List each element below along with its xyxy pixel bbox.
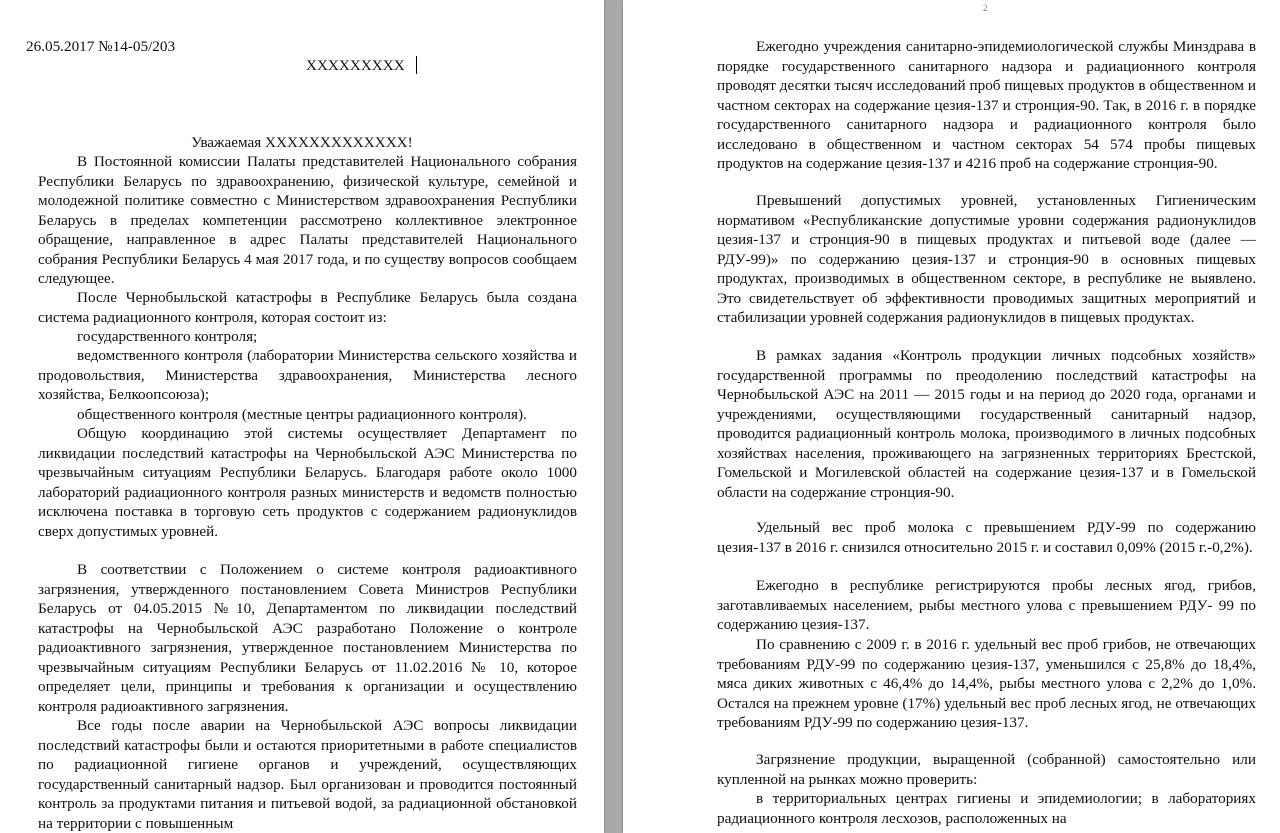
list-item[interactable]: общественного контроля (местные центры радиационного контроля).: [77, 406, 527, 423]
paragraph[interactable]: Ежегодно учреждения санитарно-эпидемиологической службы Минздрава в порядке государственного санитарного надзора и радиационного контроля проводят десятки тысяч исследований проб пищевых продуктов в общественном и частном секторах на содержание цезия-137 и стронция-90. Так, в 2016 г. в порядке государственного санитарного надзора и радиационного контроля было исследовано в общественном и частном секторах 54 574 пробы пищевых продуктов на содержание цезия-137 и 4216 проб на содержание стронция-90.: [717, 38, 1256, 172]
paragraph[interactable]: Загрязнение продукции, выращенной (собранной) самостоятельно или купленной на рынках можно проверить:: [717, 751, 1256, 788]
document-page-2: [623, 0, 1280, 833]
paragraph[interactable]: Удельный вес проб молока с превышением РДУ-99 по содержанию цезия-137 в 2016 г. снизился относительно 2015 г. и составил 0,09% (2015 г.-0,2%).: [717, 519, 1256, 556]
list-item[interactable]: государственного контроля;: [77, 328, 258, 345]
paragraph[interactable]: Ежегодно в республике регистрируются пробы лесных ягод, грибов, заготавливаемых населением, рыбы местного улова с превышением РДУ- 99 по содержанию цезия-137.: [717, 577, 1256, 633]
paragraph[interactable]: В соответствии с Положением о системе контроля радиоактивного загрязнения, утвержденного постановлением Совета Министров Республики Беларусь от 04.05.2015 №10, Департаментом по ликвидации последствий катастрофы на Чернобыльской АЭС разработано Положение о контроле радиоактивного загрязнения, утвержденное постановлением Министерства по чрезвычайным ситуациям Республики Беларусь от 11.02.2016 № 10, которое определяет цели, принципы и требования к организации и осуществлению контроля радиоактивного загрязнения.: [38, 561, 577, 715]
paragraph[interactable]: После Чернобыльской катастрофы в Республике Беларусь была создана система радиационного контроля, которая состоит из:: [38, 289, 577, 326]
paragraph[interactable]: В рамках задания «Контроль продукции личных подсобных хозяйств» государственной программы по преодолению последствий катастрофы на Чернобыльской АЭС на 2011 — 2015 годы и на период до 2020 года, органами и учреждениями, осуществляющими государственный санитарный надзор, проводится радиационный контроль молока, производимого в личных подсобных хозяйствах населения, проживающего на загрязненных территориях Брестской, Гомельской и Могилевской областей на содержание цезия-137 и в Гомельской области на содержание стронция-90.: [717, 347, 1256, 501]
page-number: 2: [983, 3, 988, 13]
document-page-1: [0, 0, 604, 833]
paragraph[interactable]: В Постоянной комиссии Палаты представителей Национального собрания Республики Беларусь по здравоохранению, физической культуре, семейной и молодежной политике совместно с Министерством здравоохранения Республики Беларусь в пределах компетенции рассмотрено коллективное электронное обращение, направленное в адрес Палаты представителей Национального собрания Республики Беларусь 4 мая 2017 года, и по существу вопросов сообщаем следующее.: [38, 153, 577, 287]
paragraph[interactable]: Общую координацию этой системы осуществляет Департамент по ликвидации последствий катастрофы на Чернобыльской АЭС Министерства по чрезвычайным ситуациям Республики Беларусь. Благодаря работе около 1000 лабораторий радиационного контроля разных министерств и ведомств полностью исключена поставка в торговую сеть продуктов с содержанием радионуклидов сверх допустимых уровней.: [38, 425, 577, 540]
paragraph[interactable]: Все годы после аварии на Чернобыльской АЭС вопросы ликвидации последствий катастрофы были и остаются приоритетными в работе специалистов по радиационной гигиене органов и учреждений, осуществляющих государственный санитарный надзор. Был организован и проводится постоянный контроль за продуктами питания и питьевой водой, за радиационной обстановкой на территории с повышенным: [38, 717, 577, 832]
paragraph[interactable]: По сравнению с 2009 г. в 2016 г. удельный вес проб грибов, не отвечающих требованиям РДУ-99 по содержанию цезия-137, уменьшился с 25,8% до 18,4%, мяса диких животных с 46,4% до 14,4%, рыбы местного улова с 2,2% до 1,0%. Остался на прежнем уровне (17%) удельный вес проб лесных ягод, не отвечающих требованиям РДУ-99 по содержанию цезия-137.: [717, 636, 1256, 731]
list-item[interactable]: ведомственного контроля (лаборатории Министерства сельского хозяйства и продовольствия, Министерства здравоохранения, Министерства лесного хозяйства, Белкоопсоюза);: [38, 347, 577, 403]
document-date-number: 26.05.2017 №14-05/203: [26, 38, 176, 55]
text-cursor: [416, 56, 417, 74]
salutation[interactable]: Уважаемая XXXXXXXXXXXXX!: [191, 134, 413, 151]
paragraph[interactable]: в территориальных центрах гигиены и эпидемиологии; в лабораториях радиационного контроля лесхозов, расположенных на: [717, 790, 1256, 827]
paragraph[interactable]: Превышений допустимых уровней, установленных Гигиеническим нормативом «Республиканские допустимые уровни содержания радионуклидов цезия-137 и стронция-90 в пищевых продуктах и питьевой воде (далее — РДУ-99)» по содержанию цезия-137 и стронция-90 в основных пищевых продуктах, производимых в общественном секторе, в республике не выявлено. Это свидетельствует об эффективности проводимых защитных мероприятий и стабилизации уровней содержания радионуклидов в пищевых продуктах.: [717, 192, 1256, 326]
addressee[interactable]: XXXXXXXXX: [306, 57, 405, 74]
